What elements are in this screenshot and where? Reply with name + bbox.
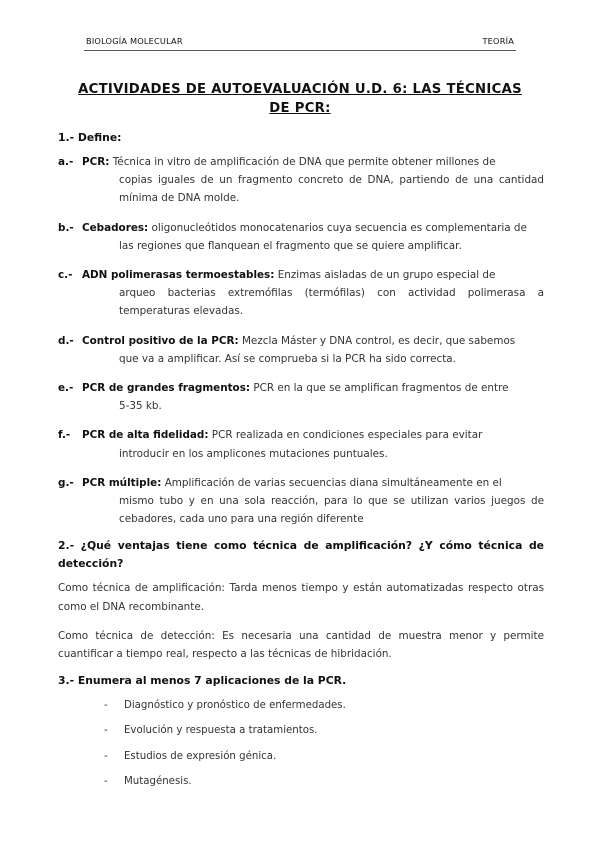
definition-g: [58, 474, 544, 529]
bullet-dash: -: [104, 725, 108, 737]
definition-letter: b.-: [58, 221, 74, 234]
list-item-text: Diagnóstico y pronóstico de enfermedades.: [124, 700, 346, 712]
definition-term: PCR:: [82, 156, 110, 168]
applications-list: [58, 697, 544, 791]
list-item-text: Mutagénesis.: [124, 775, 192, 787]
definition-text-continued: que va a amplificar. Así se comprueba si la PCR ha sido correcta.: [119, 352, 456, 365]
header-divider: [84, 50, 516, 51]
answer-amplification: Como técnica de amplificación: Tarda menos tiempo y están automatizadas respecto otras como el DNA recombinante.: [58, 582, 544, 613]
definition-term: PCR de grandes fragmentos:: [82, 382, 251, 395]
definition-e: [58, 379, 544, 415]
title-line-1: ACTIVIDADES DE AUTOEVALUACIÓN U.D. 6: LAS TÉCNICAS: [78, 82, 522, 97]
bullet-dash: -: [104, 750, 108, 762]
definition-term: PCR múltiple:: [82, 476, 162, 489]
definition-letter: a.-: [58, 156, 74, 168]
list-item: [58, 748, 544, 766]
definition-term: Cebadores:: [82, 221, 149, 234]
definition-text: Técnica in vitro de amplificación de DNA que permite obtener millones de: [112, 156, 496, 168]
definition-a: [58, 153, 544, 208]
definition-term: PCR de alta fidelidad:: [82, 429, 209, 442]
definition-b: [58, 219, 544, 255]
question-2-heading: 2.- ¿Qué ventajas tiene como técnica de amplificación? ¿Y cómo técnica de detección?: [58, 539, 544, 571]
definition-text: Enzimas aisladas de un grupo especial de: [277, 269, 496, 282]
definition-text-continued: mismo tubo y en una sola reacción, para lo que se utilizan varios juegos de cebadores, cada uno para una región diferente: [119, 495, 544, 526]
list-item: [58, 773, 544, 791]
definition-text-continued: arqueo bacterias extremófilas (termófilas) con actividad polimerasa a temperaturas elevadas.: [119, 287, 544, 318]
list-item-text: Estudios de expresión génica.: [124, 750, 277, 762]
document-title: [60, 80, 540, 118]
definition-text: Amplificación de varias secuencias diana simultáneamente en el: [164, 476, 502, 489]
definition-letter: c.-: [58, 269, 73, 282]
bullet-dash: -: [104, 700, 108, 712]
definition-text: PCR en la que se amplifican fragmentos de entre: [253, 382, 509, 395]
definition-f: [58, 426, 544, 462]
answer-detection: Como técnica de detección: Es necesaria una cantidad de muestra menor y permite cuantificar a tiempo real, respecto a las técnicas de hibridación.: [58, 629, 544, 661]
definition-d: [58, 332, 544, 368]
list-item: [58, 722, 544, 740]
definition-term: ADN polimerasas termoestables:: [82, 269, 275, 282]
question-1-heading: 1.- Define:: [58, 131, 122, 144]
definition-text-continued: las regiones que flanquean el fragmento que se quiere amplificar.: [119, 239, 462, 252]
title-line-2: DE PCR:: [269, 101, 331, 116]
definition-text: oligonucleótidos monocatenarios cuya secuencia es complementaria de: [151, 221, 527, 234]
header-section: TEORÍA: [482, 36, 514, 46]
definition-letter: g.-: [58, 476, 74, 489]
question-3-heading: 3.- Enumera al menos 7 aplicaciones de la PCR.: [58, 674, 347, 688]
definition-text: Mezcla Máster y DNA control, es decir, que sabemos: [241, 334, 516, 347]
definition-letter: d.-: [58, 334, 74, 347]
list-item-text: Evolución y respuesta a tratamientos.: [124, 725, 318, 737]
page-header: [86, 36, 514, 46]
document-body: [58, 129, 544, 798]
definition-term: Control positivo de la PCR:: [82, 334, 239, 347]
definition-text-continued: copias iguales de un fragmento concreto de DNA, partiendo de una cantidad mínima de DNA molde.: [119, 174, 544, 205]
definition-text-continued: 5-35 kb.: [119, 400, 162, 413]
definition-c: [58, 266, 544, 321]
definition-text-continued: introducir en los amplicones mutaciones puntuales.: [119, 447, 388, 460]
definition-letter: f.-: [58, 429, 71, 442]
definition-text: PCR realizada en condiciones especiales para evitar: [211, 429, 483, 442]
bullet-dash: -: [104, 775, 108, 787]
definition-letter: e.-: [58, 382, 74, 395]
header-subject: BIOLOGÍA MOLECULAR: [86, 36, 183, 46]
list-item: [58, 697, 544, 715]
